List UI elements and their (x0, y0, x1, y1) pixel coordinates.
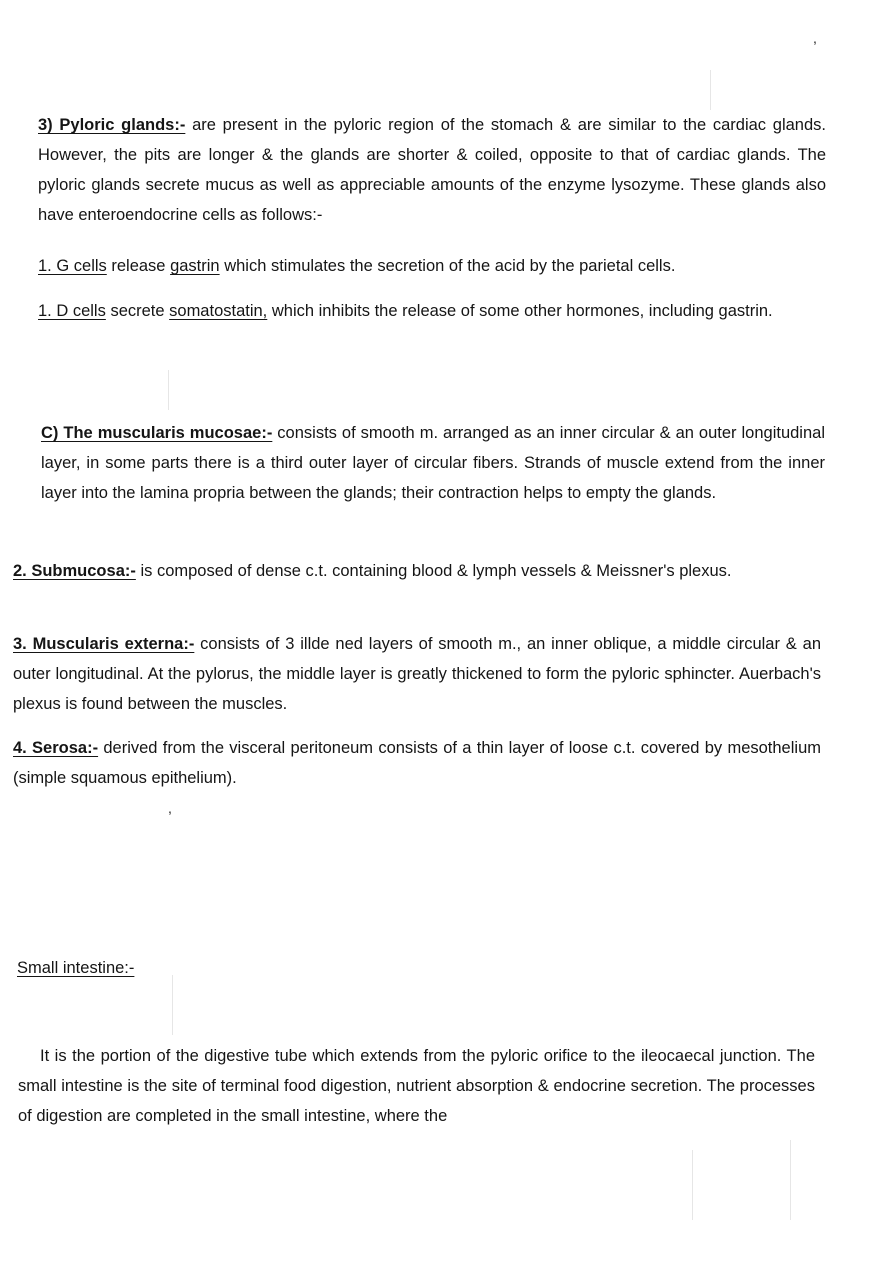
d-cells-text-1: secrete (105, 302, 170, 320)
muscularis-mucosae-text: consists of smooth m. arranged as an inner circular & an outer longitudinal layer, in some parts there is a third outer layer of circular fibers. Strands of muscle extend from the inner layer into the lamina propria between the glands; their contraction helps to empty the glands. (41, 424, 825, 502)
g-cells-text-1: release (106, 257, 171, 275)
pyloric-glands-paragraph (38, 110, 826, 230)
small-intestine-paragraph (18, 1041, 815, 1131)
scan-artifact-line (710, 70, 711, 110)
pyloric-glands-text: are present in the pyloric region of the stomach & are similar to the cardiac glands. However, the pits are longer & the glands are shorter & coiled, opposite to that of cardiac glands. The pyloric glands secrete mucus as well as appreciable amounts of the enzyme lysozyme. These glands also have enteroendocrine cells as follows:- (38, 116, 826, 224)
small-intestine-text: It is the portion of the digestive tube which extends from the pyloric orifice to the ileocaecal junction. The small intestine is the site of terminal food digestion, nutrient absorption & endocrine secretion. The processes of digestion are completed in the small intestine, where the (18, 1047, 815, 1125)
submucosa-heading: 2. Submucosa:- (13, 562, 136, 580)
muscularis-externa-heading: 3. Muscularis externa:- (13, 635, 195, 653)
g-cells-paragraph (38, 251, 826, 281)
stray-comma-mark: , (168, 800, 172, 816)
scan-artifact-line (168, 370, 169, 410)
scan-artifact-line (790, 1140, 791, 1220)
scan-artifact-line (692, 1150, 693, 1220)
pyloric-glands-heading: 3) Pyloric glands:- (38, 116, 186, 134)
muscularis-externa-text: consists of 3 illde ned layers of smooth m., an inner oblique, a middle circular & an outer longitudinal. At the pylorus, the middle layer is greatly thickened to form the pyloric sphincter. Auerbach's plexus is found between the muscles. (13, 635, 821, 713)
submucosa-paragraph (13, 556, 821, 586)
g-cells-label: 1. G cells (38, 257, 107, 275)
serosa-paragraph (13, 733, 821, 793)
muscularis-mucosae-paragraph (41, 418, 825, 508)
scan-artifact-line (172, 975, 173, 1035)
small-intestine-heading: Small intestine:- (17, 959, 135, 977)
small-intestine-heading-block (17, 953, 417, 983)
submucosa-text: is composed of dense c.t. containing blood & lymph vessels & Meissner's plexus. (135, 562, 732, 580)
somatostatin-term: somatostatin, (169, 302, 268, 320)
gastrin-term: gastrin (170, 257, 220, 275)
d-cells-paragraph (38, 296, 826, 326)
stray-comma-mark: , (813, 30, 817, 46)
serosa-heading: 4. Serosa:- (13, 739, 99, 757)
d-cells-label: 1. D cells (38, 302, 106, 320)
muscularis-externa-paragraph (13, 629, 821, 719)
g-cells-text-2: which stimulates the secretion of the acid by the parietal cells. (219, 257, 676, 275)
serosa-text: derived from the visceral peritoneum consists of a thin layer of loose c.t. covered by mesothelium (simple squamous epithelium). (13, 739, 821, 787)
muscularis-mucosae-heading: C) The muscularis mucosae:- (41, 424, 273, 442)
d-cells-text-2: which inhibits the release of some other hormones, including gastrin. (267, 302, 773, 320)
